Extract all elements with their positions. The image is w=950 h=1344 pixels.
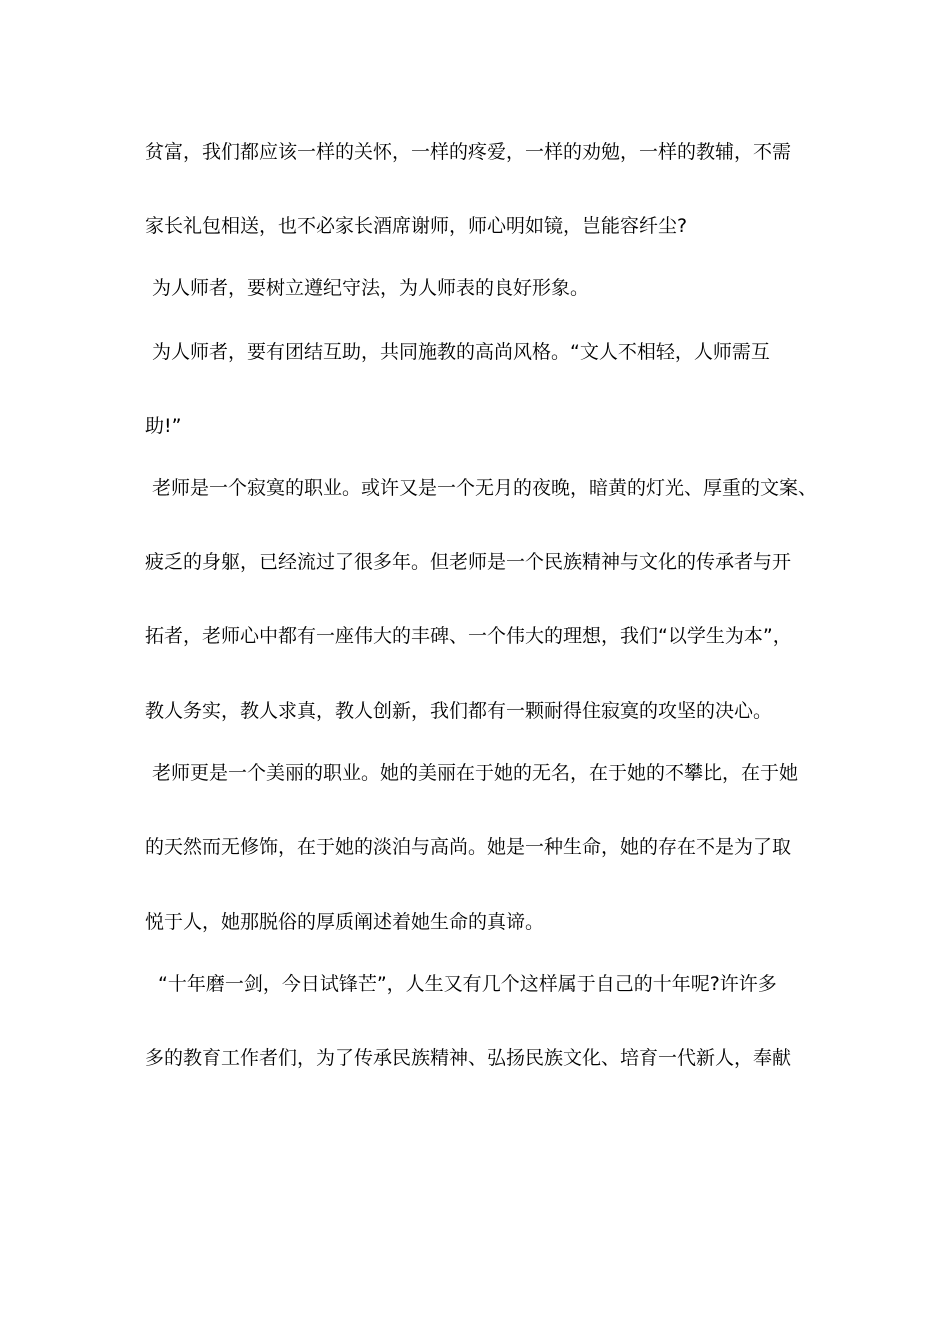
text-line: 家长礼包相送，也不必家长酒席谢师，师心明如镜，岂能容纤尘? xyxy=(145,215,688,237)
text-line: 疲乏的身躯，已经流过了很多年。但老师是一个民族精神与文化的传承者与开 xyxy=(145,551,792,573)
text-line: 的天然而无修饰，在于她的淡泊与高尚。她是一种生命，她的存在不是为了取 xyxy=(145,836,792,858)
paragraph-start-line: 为人师者，要有团结互助，共同施教的高尚风格。“文人不相轻，人师需互 xyxy=(152,341,770,363)
text-line: 教人务实，教人求真，教人创新，我们都有一颗耐得住寂寞的攻坚的决心。 xyxy=(145,700,773,722)
text-line: 贫富，我们都应该一样的关怀，一样的疼爱，一样的劝勉，一样的教辅，不需 xyxy=(145,141,792,163)
paragraph-start-line: 老师是一个寂寞的职业。或许又是一个无月的夜晚，暗黄的灯光、厚重的文案、 xyxy=(152,477,818,499)
text-line: 助!” xyxy=(145,415,182,437)
text-line: 多的教育工作者们，为了传承民族精神、弘扬民族文化、培育一代新人，奉献 xyxy=(145,1047,792,1069)
paragraph-start-line: “十年磨一剑，今日试锋芒”，人生又有几个这样属于自己的十年呢?许许多 xyxy=(158,973,777,995)
text-line: 拓者，老师心中都有一座伟大的丰碑、一个伟大的理想，我们“以学生为本”， xyxy=(145,625,792,647)
text-line: 悦于人，她那脱俗的厚质阐述着她生命的真谛。 xyxy=(145,911,545,933)
paragraph-start-line: 老师更是一个美丽的职业。她的美丽在于她的无名，在于她的不攀比，在于她 xyxy=(152,762,799,784)
paragraph-start-line: 为人师者，要树立遵纪守法，为人师表的良好形象。 xyxy=(152,277,590,299)
